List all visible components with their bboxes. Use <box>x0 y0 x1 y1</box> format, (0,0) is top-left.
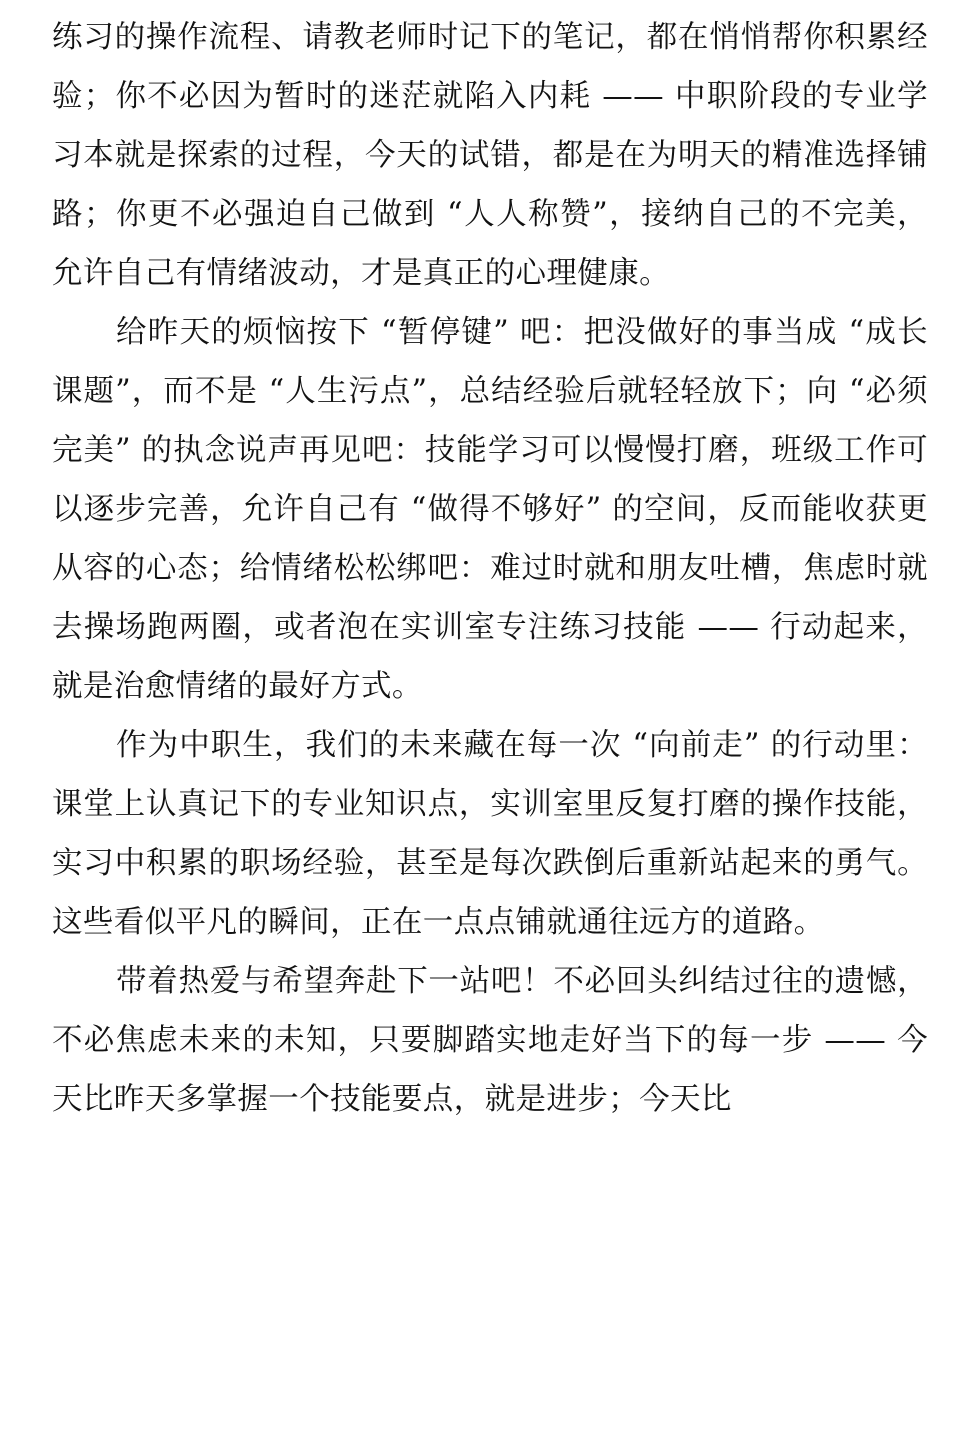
document-body <box>52 8 928 1129</box>
paragraph-1: 练习的操作流程、请教老师时记下的笔记，都在悄悄帮你积累经验；你不必因为暂时的迷茫就陷入内耗 —— 中职阶段的专业学习本就是探索的过程，今天的试错，都是在为明天的精准选择铺路；你更不必强迫自己做到 “人人称赞”，接纳自己的不完美，允许自己有情绪波动，才是真正的心理健康。 <box>52 20 928 291</box>
paragraph-2: 给昨天的烦恼按下 “暂停键” 吧：把没做好的事当成 “成长课题”，而不是 “人生污点”，总结经验后就轻轻放下；向 “必须完美” 的执念说声再见吧：技能学习可以慢慢打磨，班级工作可以逐步完善，允许自己有 “做得不够好” 的空间，反而能收获更从容的心态；给情绪松松绑吧：难过时就和朋友吐槽，焦虑时就去操场跑两圈，或者泡在实训室专注练习技能 —— 行动起来，就是治愈情绪的最好方式。 <box>52 315 928 704</box>
paragraph-4: 带着热爱与希望奔赴下一站吧！不必回头纠结过往的遗憾，不必焦虑未来的未知，只要脚踏实地走好当下的每一步 —— 今天比昨天多掌握一个技能要点，就是进步；今天比 <box>52 964 928 1117</box>
paragraph-3: 作为中职生，我们的未来藏在每一次 “向前走” 的行动里：课堂上认真记下的专业知识点，实训室里反复打磨的操作技能，实习中积累的职场经验，甚至是每次跌倒后重新站起来的勇气。这些看似平凡的瞬间，正在一点点铺就通往远方的道路。 <box>52 728 928 940</box>
